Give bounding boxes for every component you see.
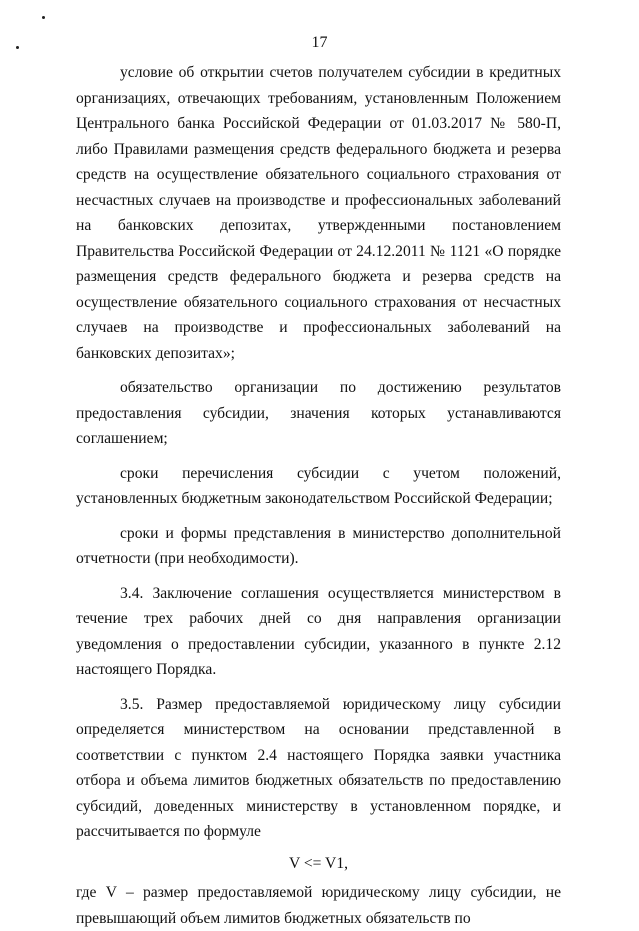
paragraph-definition: где V – размер предоставляемой юридическому лицу субсидии, не превышающий объем лимитов бюджетных обязательств по	[76, 884, 561, 927]
page-number: 17	[311, 34, 328, 51]
paragraph-reporting: сроки и формы представления в министерство дополнительной отчетности (при необходимости).	[76, 524, 561, 567]
paragraph-3-5: 3.5. Размер предоставляемой юридическому лицу субсидии определяется министерством на основании представленной в соответствии с пунктом 2.4 настоящего Порядка заявки участника отбора и объема лимитов бюджетных обязательств по предоставлению субсидий, доведенных министерству в установленном порядке, и рассчитывается по формуле	[76, 695, 561, 840]
paragraph-transfer-terms: сроки перечисления субсидии с учетом положений, установленных бюджетным законодательством Российской Федерации;	[76, 464, 561, 507]
scan-speck	[42, 16, 45, 19]
paragraph-3-4: 3.4. Заключение соглашения осуществляется министерством в течение трех рабочих дней со дня направления организации уведомления о предоставлении субсидии, указанного в пункте 2.12 настоящего Порядка.	[76, 584, 561, 678]
formula: V <= V1,	[288, 854, 349, 872]
paragraph-account-condition: условие об открытии счетов получателем субсидии в кредитных организациях, отвечающих требованиям, установленным Положением Центрального банка Российской Федерации от 01.03.2017 № 580-П, либо Правилами размещения средств федерального бюджета и резерва средств на осуществление обязательного социального страхования от несчастных случаев на производстве и профессиональных заболеваний на банковских депозитах, утвержденными постановлением Правительства Российской Федерации от 24.12.2011 № 1121 «О порядке размещения средств федерального бюджета и резерва средств на осуществление обязательного социального страхования от несчастных случаев на производстве и профессиональных заболеваний на банковских депозитах»;	[76, 64, 561, 362]
document-body	[76, 60, 561, 931]
paragraph-obligation: обязательство организации по достижению результатов предоставления субсидии, значения которых устанавливаются соглашением;	[76, 379, 561, 447]
